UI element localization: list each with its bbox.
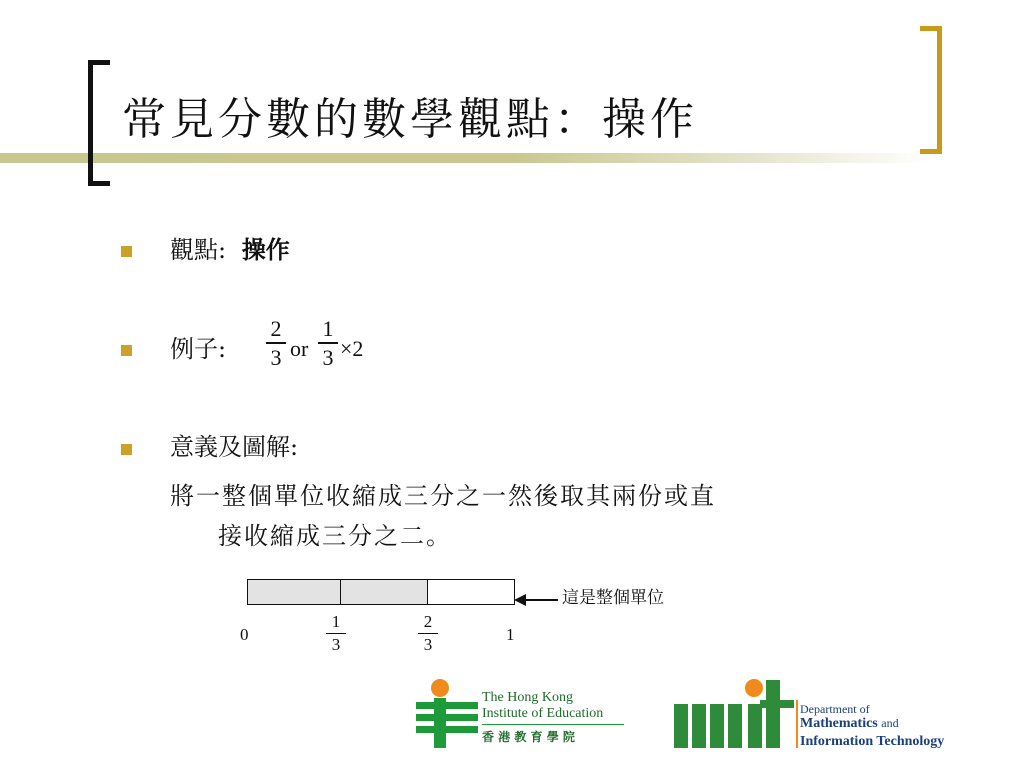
numerator: 1	[331, 612, 341, 631]
arrow-left-icon	[514, 590, 560, 610]
hkied-emblem-icon	[416, 678, 478, 748]
denominator: 3	[270, 344, 282, 370]
mit-dept-mathematics: Mathematics	[800, 716, 878, 731]
denominator: 3	[322, 344, 334, 370]
bullet-label: 例子:	[170, 335, 227, 363]
denominator: 3	[331, 634, 341, 654]
fraction-bar	[266, 342, 286, 344]
numerator: 1	[322, 316, 334, 341]
tick-label-one: 1	[506, 625, 515, 644]
mit-department-logo	[674, 678, 974, 750]
mit-dept-line1: Department of	[800, 702, 870, 716]
segment-second-third	[341, 580, 428, 604]
mit-dept-and: and	[881, 716, 899, 730]
bullet-item-viewpoint	[170, 236, 290, 265]
slide-title: 常見分數的數學觀點：操作	[122, 94, 698, 145]
or-text: or	[290, 336, 309, 361]
numerator: 2	[423, 612, 433, 631]
segment-third-third	[428, 580, 514, 604]
explanation-line-1: 將一整個單位收縮成三分之一然後取其兩份或直	[170, 482, 716, 510]
fraction-bar	[418, 633, 438, 634]
hkied-name-line1: The Hong Kong	[482, 690, 573, 705]
tick-fraction-one-third	[326, 613, 346, 654]
fraction-two-thirds	[266, 317, 286, 369]
bullet-value: 操作	[241, 235, 290, 264]
denominator: 3	[423, 634, 433, 654]
unit-bar-diagram	[247, 579, 515, 605]
bullet-label: 意義及圖解:	[170, 433, 299, 461]
hkied-logo	[416, 678, 628, 748]
mit-dept-line2	[800, 716, 899, 732]
mit-emblem-icon	[674, 678, 796, 750]
bullet-marker	[121, 246, 132, 257]
hkied-chinese-name: 香 港 教 育 學 院	[482, 730, 575, 744]
times-two-text: ×2	[340, 336, 364, 361]
mit-dept-line3: Information Technology	[800, 734, 945, 749]
hkied-divider	[482, 724, 624, 725]
fraction-one-third	[318, 317, 338, 369]
left-bracket-decoration	[88, 60, 110, 186]
bullet-marker	[121, 345, 132, 356]
segment-first-third	[248, 580, 341, 604]
fraction-bar	[326, 633, 346, 634]
tick-fraction-two-thirds	[418, 613, 438, 654]
right-bracket-decoration	[920, 26, 942, 154]
mit-divider	[796, 700, 798, 748]
bullet-marker	[121, 444, 132, 455]
unit-arrow-label: 這是整個單位	[562, 588, 664, 608]
bullet-label: 觀點:	[170, 236, 227, 264]
fraction-bar	[318, 342, 338, 344]
title-underline	[0, 153, 930, 163]
numerator: 2	[270, 316, 282, 341]
hkied-name-line2: Institute of Education	[482, 706, 604, 721]
tick-label-zero: 0	[240, 625, 249, 644]
explanation-line-2: 接收縮成三分之二。	[218, 522, 452, 550]
